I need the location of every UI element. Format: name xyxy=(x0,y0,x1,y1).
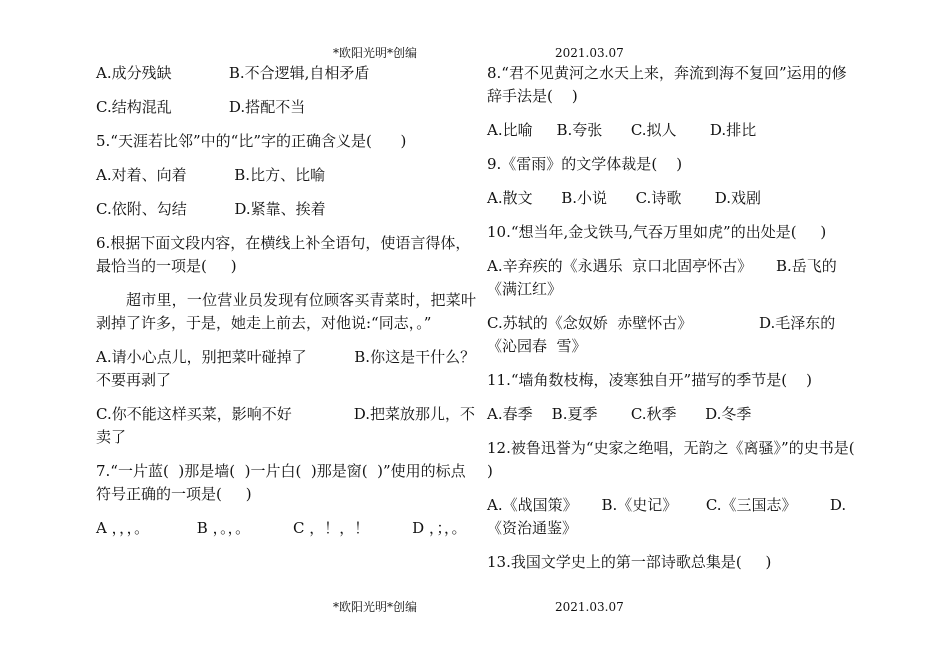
question-5: 5.“天涯若比邻”中的“比”字的正确含义是( ) xyxy=(96,132,407,150)
q12-options: A.《战国策》 B.《史记》 C.《三国志》 D.《资治通鉴》 xyxy=(487,496,847,537)
question-11: 11.“墙角数枝梅，凌寒独自开”描写的季节是( ) xyxy=(487,371,812,389)
q5-options-row-1: A.对着、向着 B.比方、比喻 xyxy=(96,166,326,184)
q9-options: A.散文 B.小说 C.诗歌 D.戏剧 xyxy=(487,189,761,207)
header-author: *欧阳光明*创编 xyxy=(333,46,418,60)
right-column xyxy=(487,62,888,585)
question-10: 10.“想当年,金戈铁马,气吞万里如虎”的出处是( ) xyxy=(487,223,827,241)
question-7: 7.“一片蓝( )那是墙( )一片白( )那是窗( )”使用的标点符号正确的一项是( ) xyxy=(96,462,466,503)
left-column xyxy=(96,62,476,551)
question-13: 13.我国文学史上的第一部诗歌总集是( ) xyxy=(487,553,772,571)
footer-author: *欧阳光明*创编 xyxy=(333,600,418,614)
header-date: 2021.03.07 xyxy=(555,46,624,60)
q8-options: A.比喻 B.夸张 C.拟人 D.排比 xyxy=(487,121,757,139)
question-6: 6.根据下面文段内容，在横线上补全语句，使语言得体，最恰当的一项是( ) xyxy=(96,234,471,275)
footer-date: 2021.03.07 xyxy=(555,600,624,614)
q5-options-row-2: C.依附、勾结 D.紧靠、挨着 xyxy=(96,200,326,218)
q4-options-row-2: C.结构混乱 D.搭配不当 xyxy=(96,98,306,116)
question-8: 8.“君不见黄河之水天上来，奔流到海不复回”运用的修辞手法是( ) xyxy=(487,64,847,105)
question-9: 9.《雷雨》的文学体裁是( ) xyxy=(487,155,683,173)
q4-options-row-1: A.成分残缺 B.不合逻辑,自相矛盾 xyxy=(96,64,370,82)
question-12: 12.被鲁迅誉为“史家之绝唱，无韵之《离骚》”的史书是( ) xyxy=(487,439,888,480)
q6-options-row-1: A.请小心点儿，别把菜叶碰掉了 B.你这是干什么？不要再剥了 xyxy=(96,348,476,389)
q10-options-row-2: C.苏轼的《念奴娇 赤壁怀古》 D.毛泽东的《沁园春 雪》 xyxy=(487,314,836,355)
q7-options: A ，，，。 B ，。，。 C ，！，！ D ，；，。 xyxy=(96,519,467,537)
question-6-passage: 超市里，一位营业员发现有位顾客买青菜时，把菜叶剥掉了许多，于是，她走上前去，对他说:“同志，。” xyxy=(96,291,476,332)
q6-options-row-2: C.你不能这样买菜，影响不好 D.把菜放那儿，不卖了 xyxy=(96,405,475,446)
q10-options-row-1: A.辛弃疾的《永遇乐 京口北固亭怀古》 B.岳飞的《满江红》 xyxy=(487,257,837,298)
q11-options: A.春季 B.夏季 C.秋季 D.冬季 xyxy=(487,405,752,423)
